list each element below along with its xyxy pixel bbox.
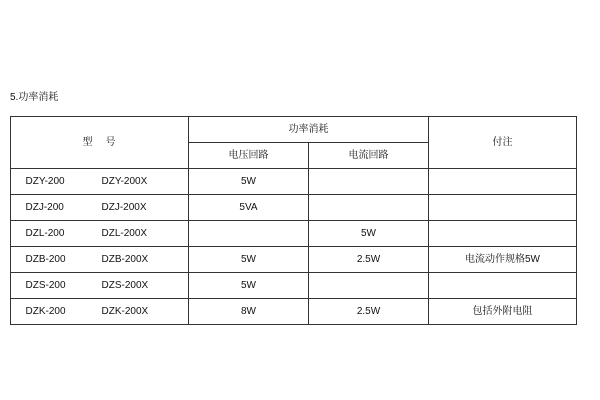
cell-note [429,169,577,195]
column-header-voltage-circuit: 电压回路 [189,143,309,169]
cell-current-circuit [309,169,429,195]
cell-current-circuit: 5W [309,221,429,247]
cell-note [429,273,577,299]
cell-note: 包括外附电阻 [429,299,577,325]
cell-note [429,221,577,247]
cell-current-circuit: 2.5W [309,299,429,325]
cell-voltage-circuit: 5W [189,247,309,273]
column-header-model [11,117,189,169]
model-code-primary: DZB-200 [25,254,66,265]
cell-current-circuit: 2.5W [309,247,429,273]
table-row [11,221,577,247]
cell-model [11,299,189,325]
cell-voltage-circuit: 5W [189,169,309,195]
model-code-primary: DZS-200 [25,280,66,291]
model-code-variant: DZS-200X [101,280,149,291]
cell-model [11,247,189,273]
table-row [11,273,577,299]
cell-model [11,195,189,221]
cell-current-circuit [309,195,429,221]
table-header-row-1 [11,117,577,143]
cell-note: 电流动作规格5W [429,247,577,273]
cell-voltage-circuit: 8W [189,299,309,325]
power-consumption-table [10,116,577,325]
cell-voltage-circuit [189,221,309,247]
model-label-part1: 型 [82,137,94,148]
cell-model [11,221,189,247]
cell-model [11,169,189,195]
cell-voltage-circuit: 5W [189,273,309,299]
column-header-current-circuit: 电流回路 [309,143,429,169]
table-row [11,169,577,195]
power-consumption-table-container [10,116,576,325]
model-code-primary: DZK-200 [25,306,66,317]
model-code-primary: DZY-200 [25,176,65,187]
cell-voltage-circuit: 5VA [189,195,309,221]
model-code-variant: DZK-200X [101,306,149,317]
table-row [11,299,577,325]
page-title: 5.功率消耗 [10,92,59,103]
model-code-variant: DZJ-200X [101,202,147,213]
cell-model [11,273,189,299]
model-code-primary: DZJ-200 [25,202,64,213]
model-code-variant: DZB-200X [101,254,149,265]
table-row [11,195,577,221]
model-code-variant: DZL-200X [101,228,148,239]
model-code-primary: DZL-200 [25,228,65,239]
model-label-part2: 号 [105,137,117,148]
cell-note [429,195,577,221]
cell-current-circuit [309,273,429,299]
column-header-note: 付注 [429,117,577,169]
table-row [11,247,577,273]
model-code-variant: DZY-200X [101,176,148,187]
column-header-power-group: 功率消耗 [189,117,429,143]
